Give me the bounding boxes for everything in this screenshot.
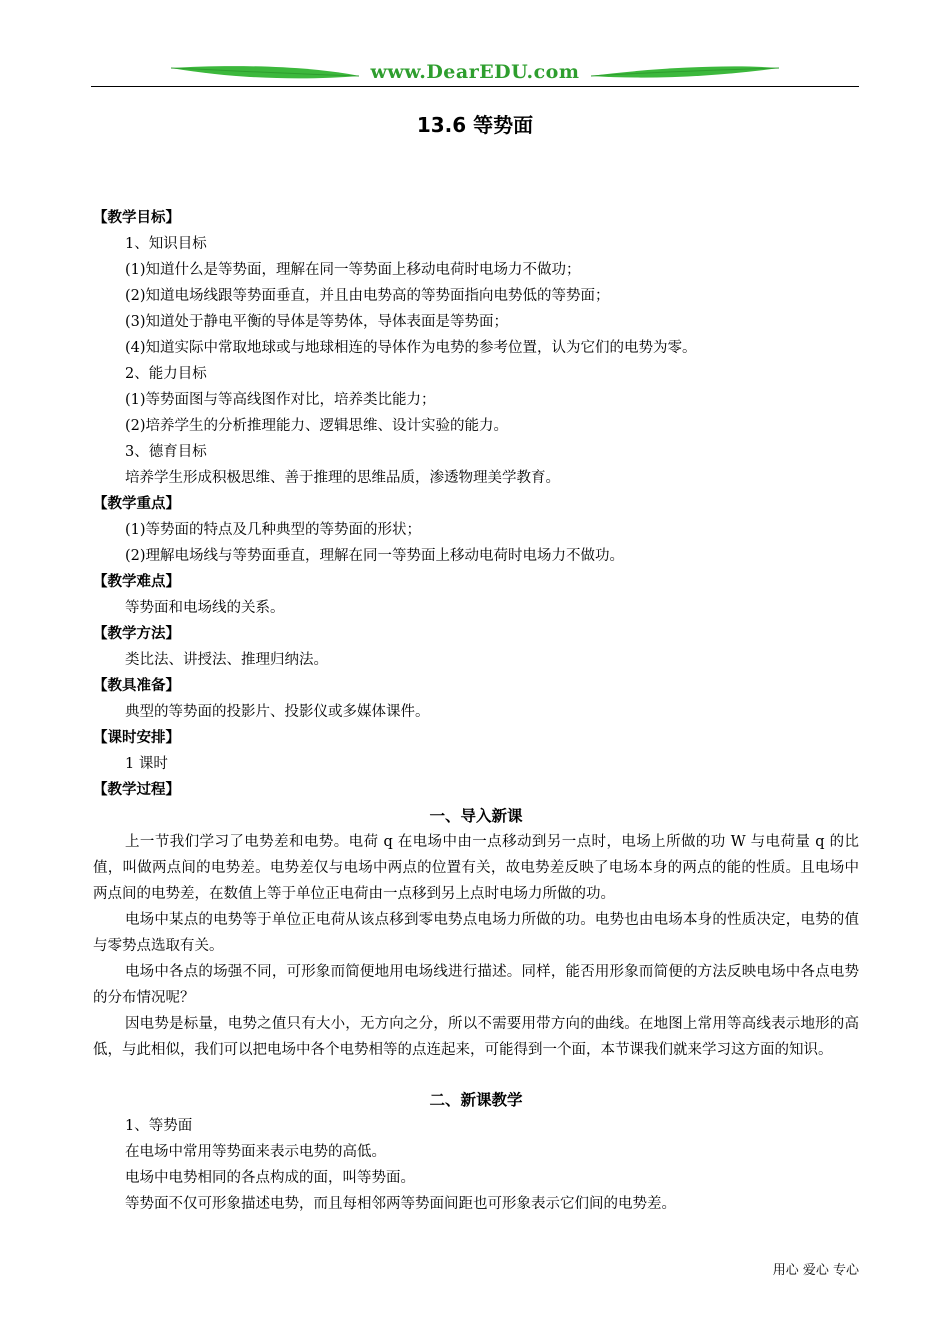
part1-paragraph: 因电势是标量，电势之值只有大小，无方向之分，所以不需要用带方向的曲线。在地图上常用等高线表示地形的高低，与此相似，我们可以把电场中各个电势相等的点连起来，可能得到一个面，本节课我们就来学习这方面的知识。 <box>93 1016 859 1058</box>
section-heading-key: 【教学重点】 <box>93 496 180 512</box>
tools-text: 典型的等势面的投影片、投影仪或多媒体课件。 <box>125 704 430 720</box>
key-item: (2)理解电场线与等势面垂直，理解在同一等势面上移动电荷时电场力不做功。 <box>125 548 625 564</box>
goal2-item: (2)培养学生的分析推理能力、逻辑思维、设计实验的能力。 <box>125 418 509 434</box>
schedule-text: 1 课时 <box>125 756 168 772</box>
part2-line: 电场中电势相同的各点构成的面，叫等势面。 <box>125 1170 415 1186</box>
goal2-item: (1)等势面图与等高线图作对比，培养类比能力； <box>125 392 436 408</box>
goal2-heading: 2、能力目标 <box>125 366 207 382</box>
goal1-item: (2)知道电场线跟等势面垂直，并且由电势高的等势面指向电势低的等势面； <box>125 288 610 304</box>
section-heading-process: 【教学过程】 <box>93 782 180 798</box>
part1-paragraph: 电场中各点的场强不同，可形象而简便地用电场线进行描述。同样，能否用形象而简便的方法反映电场中各点电势的分布情况呢？ <box>93 964 859 1006</box>
section-heading-tools: 【教具准备】 <box>93 678 180 694</box>
spacer <box>93 1063 859 1087</box>
key-item: (1)等势面的特点及几种典型的等势面的形状； <box>125 522 422 538</box>
page-footer: 用心 爱心 专心 <box>772 1263 859 1278</box>
difficulty-text: 等势面和电场线的关系。 <box>125 600 285 616</box>
part2-heading: 二、新课教学 <box>429 1091 523 1109</box>
method-text: 类比法、讲授法、推理归纳法。 <box>125 652 328 668</box>
site-logo-text: www.DearEDU.com <box>370 61 580 83</box>
part1-paragraph: 电场中某点的电势等于单位正电荷从该点移到零电势点电场力所做的功。电势也由电场本身的性质决定，电势的值与零势点选取有关。 <box>93 912 859 954</box>
goal3-text: 培养学生形成积极思维、善于推理的思维品质，渗透物理美学教育。 <box>125 470 560 486</box>
page-title: 13.6 等势面 <box>416 113 534 137</box>
goal1-item: (4)知道实际中常取地球或与地球相连的导体作为电势的参考位置，认为它们的电势为零。 <box>125 340 697 356</box>
section-heading-schedule: 【课时安排】 <box>93 730 180 746</box>
goal1-heading: 1、知识目标 <box>125 236 207 252</box>
part2-line: 等势面不仅可形象描述电势，而且每相邻两等势面间距也可形象表示它们间的电势差。 <box>125 1196 676 1212</box>
goal1-item: (1)知道什么是等势面，理解在同一等势面上移动电荷时电场力不做功； <box>125 262 581 278</box>
section-heading-goals: 【教学目标】 <box>93 210 180 226</box>
header-divider <box>91 86 859 87</box>
page-header <box>91 60 859 90</box>
goal1-item: (3)知道处于静电平衡的导体是等势体，导体表面是等势面； <box>125 314 509 330</box>
section-heading-method: 【教学方法】 <box>93 626 180 642</box>
section-heading-difficulty: 【教学难点】 <box>93 574 180 590</box>
part2-line: 在电场中常用等势面来表示电势的高低。 <box>125 1144 386 1160</box>
part2-subheading: 1、等势面 <box>125 1118 193 1134</box>
part1-heading: 一、导入新课 <box>429 807 523 825</box>
document-body <box>93 205 859 1217</box>
part1-paragraph: 上一节我们学习了电势差和电势。电荷 q 在电场中由一点移动到另一点时，电场上所做的功 W 与电荷量 q 的比值，叫做两点间的电势差。电势差仅与电场中两点的位置有关，故电势差反映了电场本身的两点的能的性质。且电场中两点间的电势差，在数值上等于单位正电荷由一点移到另上点时电场力所做的功。 <box>93 834 859 902</box>
goal3-heading: 3、德育目标 <box>125 444 207 460</box>
